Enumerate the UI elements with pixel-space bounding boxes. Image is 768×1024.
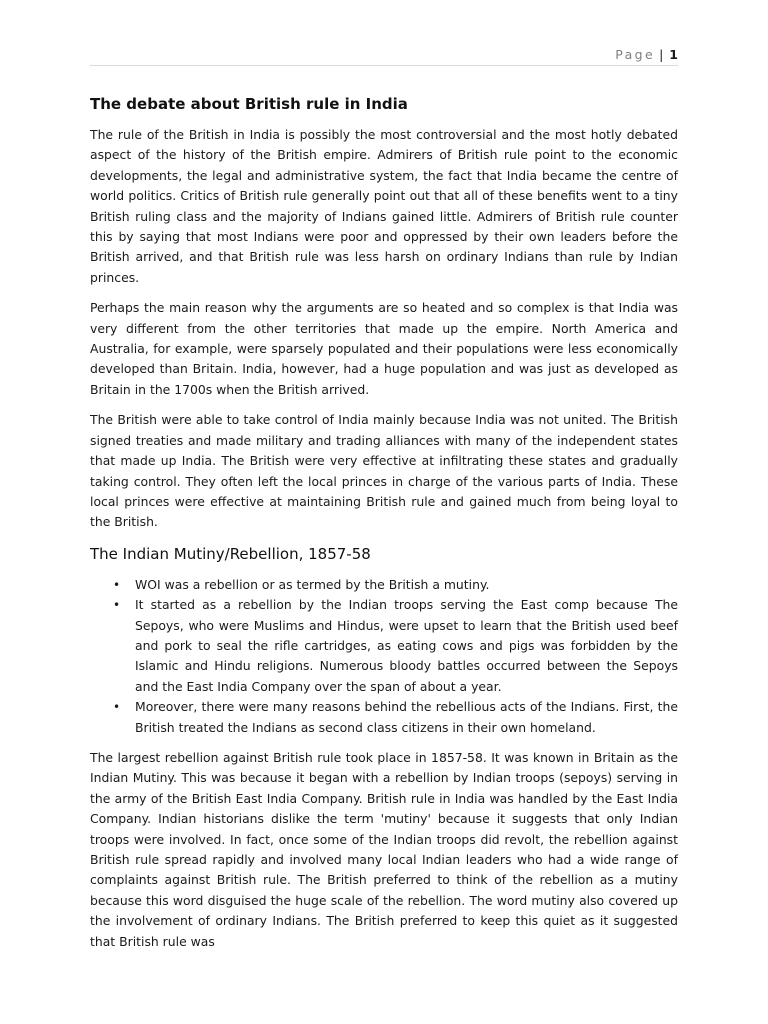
bullet-text: WOI was a rebellion or as termed by the British a mutiny. bbox=[135, 576, 490, 592]
bullet-item bbox=[113, 595, 678, 697]
intro-paragraph: The rule of the British in India is possibly the most controversial and the most hotly debated aspect of the history of the British empire. Admirers of British rule point to the economic developments, the legal and administrative system, the fact that India became the centre of world politics. Critics of British rule generally point out that all of these benefits went to a tiny British ruling class and the majority of Indians gained little. Admirers of British rule counter this by saying that most Indians were poor and oppressed by their own leaders before the British arrived, and that British rule was less harsh on ordinary Indians than rule by Indian princes. bbox=[90, 127, 678, 285]
page-header bbox=[90, 46, 678, 66]
bullet-icon: • bbox=[113, 577, 121, 592]
bullet-icon: • bbox=[113, 598, 121, 613]
section-heading: The Indian Mutiny/Rebellion, 1857-58 bbox=[90, 544, 371, 563]
intro-paragraph: Perhaps the main reason why the arguments are so heated and so complex is that India was very different from the other territories that made up the empire. North America and Australia, for example, were sparsely populated and their populations were less economically developed than Britain. India, however, had a huge population and was just as developed as Britain in the 1700s when the British arrived. bbox=[90, 300, 678, 397]
bullet-icon: • bbox=[113, 700, 121, 715]
intro-paragraph: The British were able to take control of India mainly because India was not united. The British signed treaties and made military and trading alliances with many of the independent states that made up India. The British were very effective at infiltrating these states and gradually taking control. They often left the local princes in charge of the various parts of India. These local princes were effective at maintaining British rule and gained much from being loyal to the British. bbox=[90, 412, 678, 530]
body-paragraph: The largest rebellion against British rule took place in 1857-58. It was known in Britain as the Indian Mutiny. This was because it began with a rebellion by Indian troops (sepoys) serving in the army of the British East India Company. British rule in India was handled by the East India Company. Indian historians dislike the term 'mutiny' because it suggests that only Indian troops were involved. In fact, once some of the Indian troops did revolt, the rebellion against British rule spread rapidly and involved many local Indian leaders who had a wide range of complaints against British rule. The British preferred to think of the rebellion as a mutiny because this word disguised the huge scale of the rebellion. The word mutiny also covered up the involvement of ordinary Indians. The British preferred to keep this quiet as it suggested that British rule was bbox=[90, 749, 678, 949]
bullet-list bbox=[90, 575, 678, 738]
header-separator: | bbox=[659, 47, 664, 62]
document-body bbox=[90, 93, 678, 962]
document-title: The debate about British rule in India bbox=[90, 95, 408, 113]
page-number: 1 bbox=[669, 47, 678, 62]
bullet-item bbox=[113, 575, 678, 595]
bullet-text: It started as a rebellion by the Indian troops serving the East comp because The Sepoys, who were Muslims and Hindus, were upset to learn that the British used beef and pork to seal the rifle cartridges, as eating cows and pigs was forbidden by the Islamic and Hindu religions. Numerous bloody battles occurred between the Sepoys and the East India Company over the span of about a year. bbox=[135, 597, 678, 694]
bullet-text: Moreover, there were many reasons behind the rebellious acts of the Indians. First, the British treated the Indians as second class citizens in their own homeland. bbox=[135, 699, 678, 735]
bullet-item bbox=[113, 697, 678, 738]
page-label: Page bbox=[615, 47, 656, 62]
